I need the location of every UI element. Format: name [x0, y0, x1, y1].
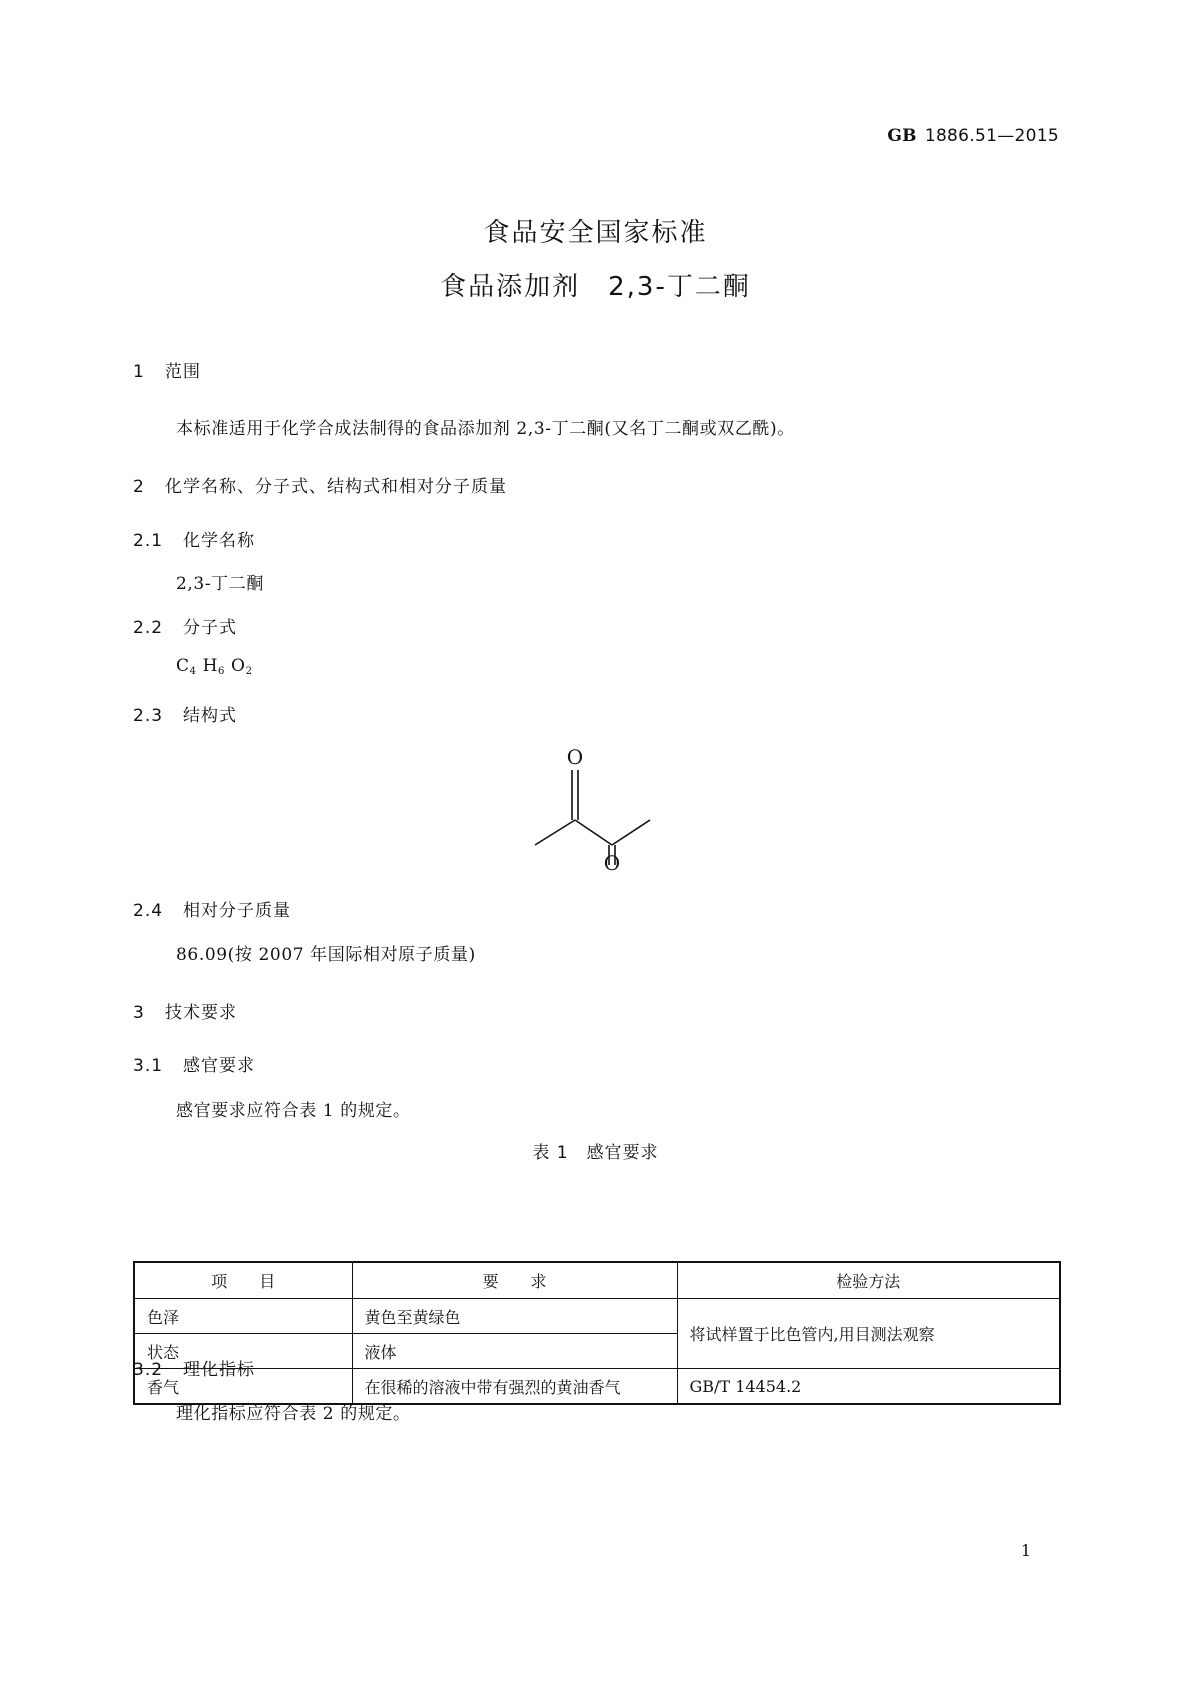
oxygen-atom-top: O — [566, 745, 584, 769]
section-title: 感官要求 — [183, 1056, 255, 1076]
table-1-caption: 表 1 感官要求 — [532, 1143, 659, 1163]
bond-c2-c3 — [575, 820, 612, 845]
element-h: H — [202, 656, 219, 676]
oxygen-atom-bottom: O — [603, 851, 621, 875]
document-subtitle: 食品添加剂 2,3-丁二酮 — [440, 272, 751, 302]
column-header: 检验方法 — [677, 1262, 1060, 1299]
section-2-1-heading — [133, 526, 255, 551]
section-2-4-heading — [133, 896, 291, 921]
section-number: 2.1 — [133, 531, 164, 551]
section-3-2-heading — [133, 1355, 255, 1380]
section-2-3-heading — [133, 701, 237, 726]
table-row — [134, 1299, 1060, 1334]
structural-formula — [520, 740, 670, 875]
section-title: 分子式 — [183, 618, 237, 638]
bond-methyl-left — [535, 820, 575, 845]
section-number: 2.2 — [133, 618, 164, 638]
requirement-cell: 在很稀的溶液中带有强烈的黄油香气 — [352, 1369, 677, 1405]
bond-methyl-right — [612, 820, 650, 845]
element-c: C — [176, 656, 190, 676]
section-2-heading — [133, 472, 507, 497]
requirement-cell: 液体 — [352, 1334, 677, 1369]
section-title: 化学名称 — [183, 531, 255, 551]
table-header-row — [134, 1262, 1060, 1299]
page-number: 1 — [1020, 1541, 1031, 1560]
section-3-heading — [133, 998, 237, 1023]
molecular-formula — [176, 656, 253, 677]
section-title: 结构式 — [183, 706, 237, 726]
count-o: 2 — [245, 666, 253, 677]
section-number: 2.4 — [133, 901, 164, 921]
section-2-2-heading — [133, 613, 237, 638]
count-h: 6 — [218, 666, 225, 677]
section-number: 3 — [133, 1003, 145, 1023]
section-number: 3.1 — [133, 1056, 164, 1076]
section-number: 3.2 — [133, 1360, 164, 1380]
item-cell: 色泽 — [134, 1299, 352, 1334]
section-number: 2.3 — [133, 706, 164, 726]
method-cell: 将试样置于比色管内,用目测法观察 — [677, 1299, 1060, 1369]
section-number: 2 — [133, 477, 145, 497]
section-title: 技术要求 — [165, 1003, 237, 1023]
chemical-name: 2,3-丁二酮 — [176, 574, 264, 594]
element-o: O — [231, 656, 246, 676]
section-3-1-heading — [133, 1051, 255, 1076]
molecular-mass: 86.09(按 2007 年国际相对原子质量) — [176, 945, 476, 965]
column-header: 项 目 — [134, 1262, 352, 1299]
standard-number: 1886.51—2015 — [924, 126, 1059, 146]
requirement-cell: 黄色至黄绿色 — [352, 1299, 677, 1334]
section-1-text: 本标准适用于化学合成法制得的食品添加剂 2,3-丁二酮(又名丁二酮或双乙酰)。 — [176, 419, 795, 439]
section-3-1-text: 感官要求应符合表 1 的规定。 — [176, 1101, 411, 1121]
sensory-requirements-table — [133, 1261, 1061, 1405]
item-cell: 香气 — [134, 1369, 352, 1405]
section-title: 范围 — [165, 362, 201, 382]
standard-code — [887, 126, 1059, 146]
section-title: 化学名称、分子式、结构式和相对分子质量 — [165, 477, 507, 497]
section-title: 理化指标 — [183, 1360, 255, 1380]
section-1-heading — [133, 357, 201, 382]
section-title: 相对分子质量 — [183, 901, 291, 921]
section-number: 1 — [133, 362, 145, 382]
column-header: 要 求 — [352, 1262, 677, 1299]
section-3-2-text: 理化指标应符合表 2 的规定。 — [176, 1404, 411, 1424]
method-cell: GB/T 14454.2 — [677, 1369, 1060, 1405]
document-title: 食品安全国家标准 — [483, 218, 708, 248]
count-c: 4 — [189, 666, 197, 677]
item-cell: 状态 — [134, 1334, 352, 1369]
standard-prefix: GB — [887, 126, 917, 146]
